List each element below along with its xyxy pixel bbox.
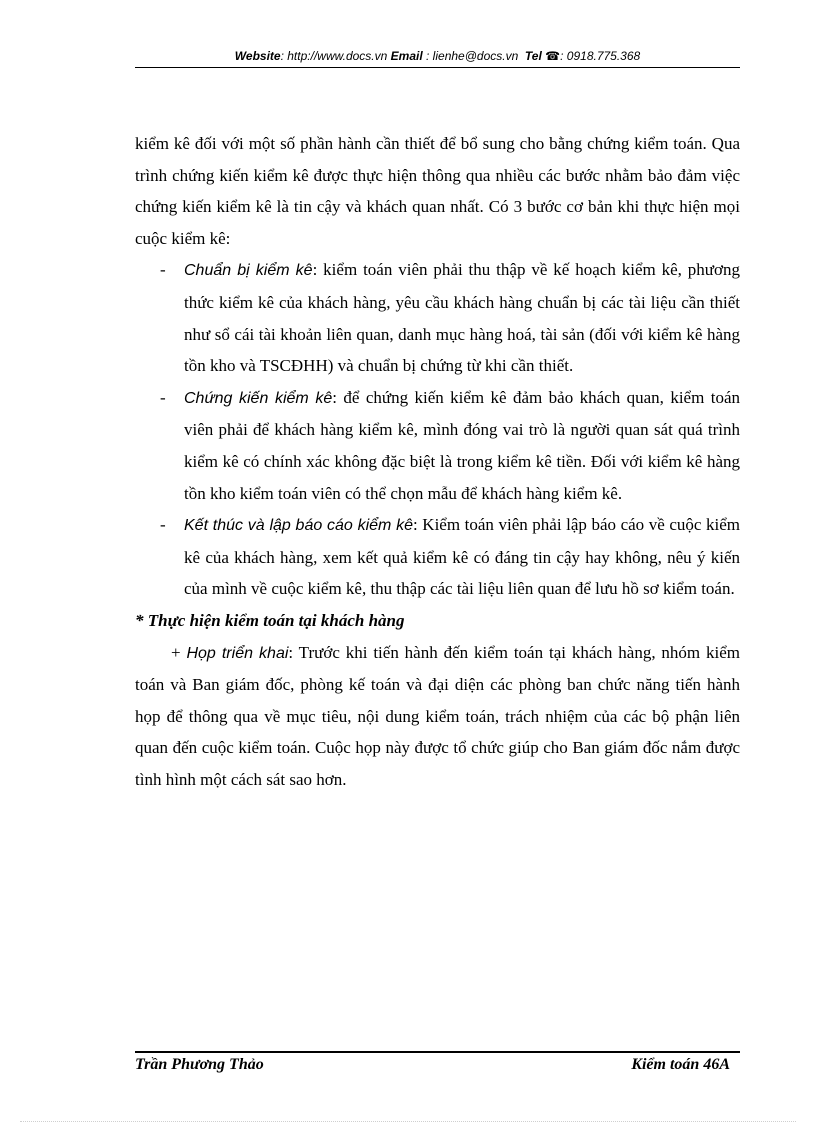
header-rule: [135, 67, 740, 68]
section-paragraph: [135, 637, 740, 796]
bullet-item: [135, 254, 740, 381]
bullet-term: Chứng kiến kiểm kê: [184, 389, 333, 407]
page-header: [135, 48, 740, 64]
email-value: : lienhe@docs.vn: [426, 49, 519, 63]
bullet-term: Chuẩn bị kiểm kê: [184, 262, 313, 280]
tel-value: : 0918.775.368: [560, 49, 641, 63]
document-body: [135, 128, 740, 795]
bullet-text: : Kiểm toán viên phải lập báo cáo về cuộc kiểm kê của khách hàng, xem kết quả kiểm kê có đáng tin cậy hay không, nêu ý kiến của mình về cuộc kiểm kê, thu thập các tài liệu liên quan để lưu hồ sơ kiểm toán.: [184, 515, 740, 599]
website-label: Website: [234, 49, 281, 63]
bullet-item: [135, 382, 740, 509]
bullet-text: : để chứng kiến kiểm kê đảm bảo khách quan, kiểm toán viên phải để khách hàng kiểm kê, mình đóng vai trò là người quan sát quá trình kiểm kê có chính xác không đặc biệt là trong kiểm kê tiền. Đối với kiểm kê hàng tồn kho kiểm toán viên có thể chọn mẫu để khách hàng kiểm kê.: [184, 387, 740, 503]
bullet-text: : kiểm toán viên phải thu thập về kế hoạch kiểm kê, phương thức kiểm kê của khách hàng, yêu cầu khách hàng chuẩn bị các tài liệu cần thiết như sổ cái tài khoản liên quan, danh mục hàng hoá, tài sản (đối với kiểm kê hàng tồn kho và TSCĐHH) và chuẩn bị chứng từ khi cần thiết.: [184, 260, 740, 376]
intro-paragraph: kiểm kê đối với một số phần hành cần thiết để bổ sung cho bằng chứng kiểm toán. Qua trình chứng kiến kiểm kê được thực hiện thông qua nhiều các bước nhằm bảo đảm việc chứng kiến kiểm kê là tin cậy và khách quan nhất. Có 3 bước cơ bản khi thực hiện mọi cuộc kiểm kê:: [135, 134, 740, 248]
email-label: Email: [390, 49, 423, 63]
bullet-dash: -: [160, 387, 166, 407]
section-text: : Trước khi tiến hành đến kiểm toán tại khách hàng, nhóm kiểm toán và Ban giám đốc, phòng kế toán và đại diện các phòng ban chức năng tiến hành họp để thông qua về mục tiêu, nội dung kiểm toán, trách nhiệm của các bộ phận liên quan đến cuộc kiểm toán. Cuộc họp này được tổ chức giúp cho Ban giám đốc nắm được tình hình một cách sát sao hơn.: [135, 642, 741, 789]
section-prefix: +: [171, 642, 187, 662]
bullet-item: [135, 509, 740, 605]
section-title: * Thực hiện kiểm toán tại khách hàng: [135, 610, 405, 630]
website-value: : http://www.docs.vn: [280, 49, 388, 63]
phone-icon: ☎: [545, 49, 561, 63]
section-term: Họp triển khai: [186, 644, 289, 662]
page-bottom-border: [20, 1121, 796, 1122]
bullet-dash: -: [160, 260, 166, 280]
tel-label: Tel: [524, 49, 542, 63]
footer-author: Trần Phương Thảo: [135, 1056, 264, 1073]
footer-class: Kiểm toán 46A: [631, 1056, 730, 1073]
bullet-dash: -: [160, 515, 166, 535]
footer-rule: [135, 1051, 740, 1053]
bullet-term: Kết thúc và lập báo cáo kiểm kê: [184, 517, 414, 535]
